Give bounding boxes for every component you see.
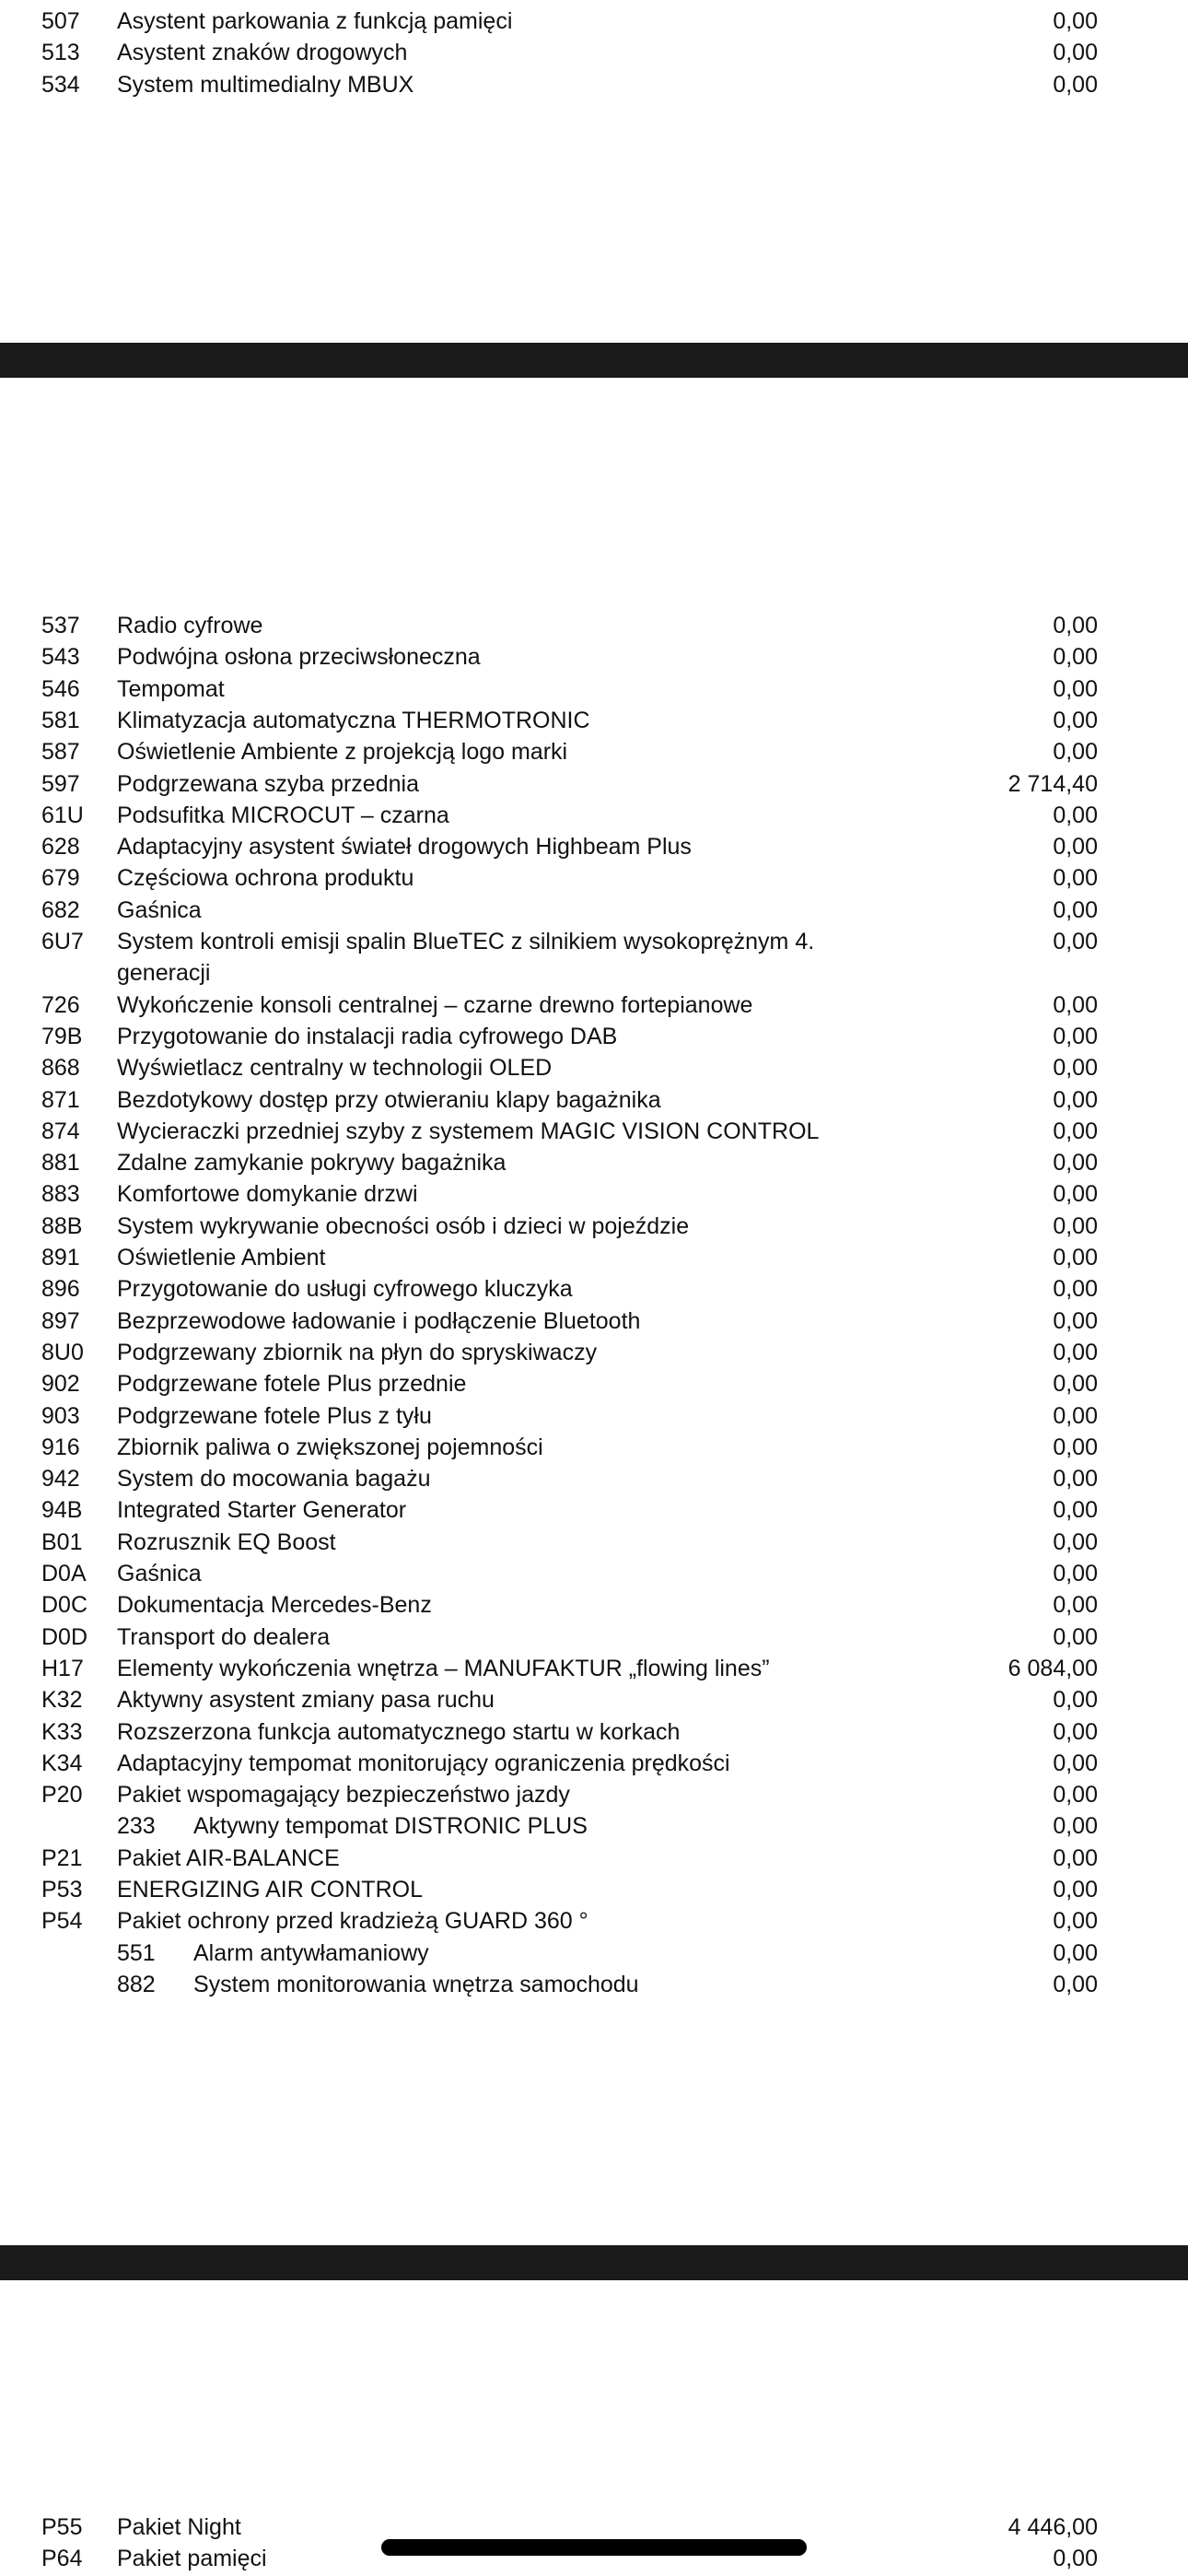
option-price: 0,00 <box>1053 929 1098 954</box>
option-row <box>0 1116 1188 1147</box>
option-row <box>0 1021 1188 1052</box>
option-code: D0C <box>41 1592 88 1619</box>
option-row <box>0 641 1188 673</box>
option-code: 8U0 <box>41 1339 84 1365</box>
option-price: 0,00 <box>1053 2546 1098 2572</box>
option-description: Pakiet pamięci <box>117 2546 267 2572</box>
option-description: ENERGIZING AIR CONTROL <box>117 1877 423 1903</box>
option-description: Elementy wykończenia wnętrza – MANUFAKTUR „flowing lines” <box>117 1655 770 1681</box>
option-description: Rozszerzona funkcja automatycznego startu w korkach <box>117 1718 681 1745</box>
option-description: Aktywny tempomat DISTRONIC PLUS <box>193 1813 588 1840</box>
option-description: Zdalne zamykanie pokrywy bagażnika <box>117 1150 507 1177</box>
option-code: P54 <box>41 1908 83 1935</box>
option-price: 4 446,00 <box>1007 2514 1098 2540</box>
option-code: 79B <box>41 1023 83 1049</box>
option-price: 0,00 <box>1053 71 1098 98</box>
option-code: K32 <box>41 1687 83 1714</box>
option-description: Tempomat <box>117 675 225 702</box>
option-row <box>0 1084 1188 1116</box>
option-price: 0,00 <box>1053 613 1098 638</box>
option-row <box>0 6 1188 37</box>
option-description: Klimatyzacja automatyczna THERMOTRONIC <box>117 707 590 733</box>
option-price: 0,00 <box>1053 1212 1098 1239</box>
option-price: 0,00 <box>1053 1245 1098 1270</box>
option-row <box>0 1463 1188 1494</box>
option-price: 0,00 <box>1053 1497 1098 1524</box>
option-row <box>0 1432 1188 1463</box>
option-row <box>0 1178 1188 1210</box>
option-row <box>0 1242 1188 1273</box>
option-price: 0,00 <box>1053 991 1098 1018</box>
option-row <box>0 69 1188 100</box>
page-divider-bar <box>0 343 1188 378</box>
option-row <box>0 1368 1188 1399</box>
option-price: 0,00 <box>1053 1150 1098 1177</box>
option-price: 0,00 <box>1053 865 1098 892</box>
option-code: B01 <box>41 1528 83 1555</box>
option-code: 916 <box>41 1434 80 1460</box>
option-code: P64 <box>41 2546 83 2572</box>
option-description: System wykrywanie obecności osób i dzieci w pojeździe <box>117 1212 690 1239</box>
option-sub-row <box>0 1810 1188 1842</box>
option-row <box>0 1874 1188 1905</box>
option-price: 6 084,00 <box>1007 1655 1098 1681</box>
option-price: 0,00 <box>1053 1118 1098 1144</box>
option-price: 0,00 <box>1053 644 1098 671</box>
option-price: 0,00 <box>1053 1528 1098 1555</box>
option-row <box>0 895 1188 926</box>
option-price: 0,00 <box>1053 8 1098 34</box>
option-price: 0,00 <box>1053 1782 1098 1809</box>
option-price: 0,00 <box>1053 1434 1098 1460</box>
option-description: Podgrzewana szyba przednia <box>117 770 419 797</box>
option-row <box>0 1558 1188 1589</box>
option-code: 507 <box>41 8 80 34</box>
option-sub-row <box>0 1938 1188 1969</box>
option-price: 0,00 <box>1053 739 1098 766</box>
option-row <box>0 736 1188 767</box>
option-row <box>0 1337 1188 1368</box>
option-price: 0,00 <box>1053 802 1098 828</box>
option-price: 0,00 <box>1053 1561 1098 1587</box>
option-row <box>0 673 1188 705</box>
option-code: D0D <box>41 1623 88 1650</box>
option-code: K33 <box>41 1718 83 1745</box>
option-code: 882 <box>117 1971 156 1997</box>
option-description: Przygotowanie do instalacji radia cyfrowego DAB <box>117 1023 618 1049</box>
option-price: 0,00 <box>1053 1339 1098 1365</box>
option-code: K34 <box>41 1750 83 1776</box>
option-code: 546 <box>41 675 80 702</box>
option-description: Częściowa ochrona produktu <box>117 865 414 892</box>
option-code: 94B <box>41 1497 83 1524</box>
option-row <box>0 1211 1188 1242</box>
option-code: P20 <box>41 1782 83 1809</box>
option-price: 0,00 <box>1053 1877 1098 1903</box>
option-price: 0,00 <box>1053 1307 1098 1334</box>
option-price: 0,00 <box>1053 1181 1098 1208</box>
option-description: Przygotowanie do usługi cyfrowego kluczyka <box>117 1276 573 1303</box>
option-row <box>0 800 1188 831</box>
option-description: Zbiornik paliwa o zwiększonej pojemności <box>117 1434 543 1460</box>
option-description: Podgrzewane fotele Plus przednie <box>117 1371 467 1398</box>
option-row <box>0 1653 1188 1684</box>
option-description: Adaptacyjny asystent świateł drogowych Highbeam Plus <box>117 834 692 861</box>
option-row <box>0 862 1188 894</box>
option-row <box>0 1622 1188 1653</box>
option-description: System kontroli emisji spalin BlueTEC z silnikiem wysokoprężnym 4. generacji <box>117 929 815 986</box>
option-row <box>0 1589 1188 1621</box>
option-price: 0,00 <box>1053 707 1098 733</box>
option-description: Asystent parkowania z funkcją pamięci <box>117 8 513 34</box>
option-code: 897 <box>41 1307 80 1334</box>
option-description: Pakiet ochrony przed kradzieżą GUARD 360 ° <box>117 1908 588 1935</box>
option-description: Wyświetlacz centralny w technologii OLED <box>117 1055 553 1082</box>
option-description: Podgrzewane fotele Plus z tyłu <box>117 1402 432 1429</box>
option-price: 0,00 <box>1053 1844 1098 1871</box>
option-sub-row <box>0 1969 1188 2000</box>
option-price: 0,00 <box>1053 896 1098 923</box>
option-row <box>0 768 1188 800</box>
option-code: H17 <box>41 1655 84 1681</box>
option-code: 543 <box>41 644 80 671</box>
option-description: Gaśnica <box>117 896 202 923</box>
option-row <box>0 1748 1188 1779</box>
option-row <box>0 1052 1188 1083</box>
option-description: Komfortowe domykanie drzwi <box>117 1181 418 1208</box>
option-code: 628 <box>41 834 80 861</box>
option-description: Oświetlenie Ambient <box>117 1245 326 1270</box>
option-description: Oświetlenie Ambiente z projekcją logo marki <box>117 739 568 766</box>
option-price: 0,00 <box>1053 1908 1098 1935</box>
option-code: 883 <box>41 1181 80 1208</box>
option-row <box>0 1147 1188 1178</box>
option-description: Rozrusznik EQ Boost <box>117 1528 336 1555</box>
option-row <box>0 1905 1188 1937</box>
option-description: Asystent znaków drogowych <box>117 40 408 66</box>
option-row <box>0 2512 1188 2543</box>
option-code: 581 <box>41 707 80 733</box>
option-code: P53 <box>41 1877 83 1903</box>
option-code: 903 <box>41 1402 80 1429</box>
option-code: 942 <box>41 1466 80 1493</box>
option-code: 6U7 <box>41 929 84 954</box>
option-code: 896 <box>41 1276 80 1303</box>
option-row <box>0 989 1188 1021</box>
option-price: 0,00 <box>1053 1086 1098 1113</box>
option-description: System do mocowania bagażu <box>117 1466 431 1493</box>
option-code: 902 <box>41 1371 80 1398</box>
option-code: P21 <box>41 1844 83 1871</box>
page-divider-bar <box>0 2245 1188 2280</box>
option-code: P55 <box>41 2514 83 2540</box>
option-row <box>0 37 1188 68</box>
option-description: Podgrzewany zbiornik na płyn do spryskiwaczy <box>117 1339 598 1365</box>
option-row <box>0 1843 1188 1874</box>
option-description: Gaśnica <box>117 1561 202 1587</box>
option-description: Pakiet AIR-BALANCE <box>117 1844 340 1871</box>
option-price: 0,00 <box>1053 834 1098 861</box>
option-code: 881 <box>41 1150 80 1177</box>
option-code: 534 <box>41 71 80 98</box>
option-description: Integrated Starter Generator <box>117 1497 407 1524</box>
option-price: 0,00 <box>1053 1402 1098 1429</box>
option-row <box>0 610 1188 641</box>
option-price: 2 714,40 <box>1007 770 1098 797</box>
option-code: 61U <box>41 802 84 828</box>
option-description: Dokumentacja Mercedes-Benz <box>117 1592 432 1619</box>
option-price: 0,00 <box>1053 675 1098 702</box>
option-description: Pakiet wspomagający bezpieczeństwo jazdy <box>117 1782 570 1809</box>
option-price: 0,00 <box>1053 40 1098 66</box>
option-description: Adaptacyjny tempomat monitorujący ograniczenia prędkości <box>117 1750 730 1776</box>
option-code: 513 <box>41 40 80 66</box>
option-row <box>0 1494 1188 1526</box>
option-code: 88B <box>41 1212 83 1239</box>
option-price: 0,00 <box>1053 1276 1098 1303</box>
option-row <box>0 1779 1188 1810</box>
option-price: 0,00 <box>1053 1623 1098 1650</box>
option-description: Radio cyfrowe <box>117 613 263 638</box>
option-code: 597 <box>41 770 80 797</box>
option-price: 0,00 <box>1053 1939 1098 1966</box>
option-row <box>0 926 1188 989</box>
option-code: 233 <box>117 1813 156 1840</box>
option-row <box>0 1527 1188 1558</box>
option-price: 0,00 <box>1053 1055 1098 1082</box>
option-description: Podsufitka MICROCUT – czarna <box>117 802 449 828</box>
option-code: 682 <box>41 896 80 923</box>
option-price: 0,00 <box>1053 1971 1098 1997</box>
option-description: Wycieraczki przedniej szyby z systemem MAGIC VISION CONTROL <box>117 1118 820 1144</box>
option-row <box>0 1400 1188 1432</box>
option-price: 0,00 <box>1053 1592 1098 1619</box>
option-price: 0,00 <box>1053 1371 1098 1398</box>
option-description: System multimedialny MBUX <box>117 71 414 98</box>
option-description: Bezprzewodowe ładowanie i podłączenie Bluetooth <box>117 1307 641 1334</box>
option-code: 551 <box>117 1939 156 1966</box>
option-price: 0,00 <box>1053 1718 1098 1745</box>
option-code: 587 <box>41 739 80 766</box>
option-price: 0,00 <box>1053 1687 1098 1714</box>
option-row <box>0 1716 1188 1748</box>
option-code: 871 <box>41 1086 80 1113</box>
option-row <box>0 1306 1188 1337</box>
option-description: Podwójna osłona przeciwsłoneczna <box>117 644 481 671</box>
option-description: Bezdotykowy dostęp przy otwieraniu klapy bagażnika <box>117 1086 661 1113</box>
option-description: Pakiet Night <box>117 2514 241 2540</box>
option-description: Alarm antywłamaniowy <box>193 1939 429 1966</box>
option-code: 537 <box>41 613 80 638</box>
option-code: D0A <box>41 1561 87 1587</box>
option-row <box>0 705 1188 736</box>
option-row <box>0 1273 1188 1305</box>
option-price: 0,00 <box>1053 1466 1098 1493</box>
option-price: 0,00 <box>1053 1813 1098 1840</box>
option-description: Transport do dealera <box>117 1623 331 1650</box>
option-code: 891 <box>41 1245 80 1270</box>
option-description: System monitorowania wnętrza samochodu <box>193 1971 639 1997</box>
option-code: 726 <box>41 991 80 1018</box>
option-description: Wykończenie konsoli centralnej – czarne drewno fortepianowe <box>117 991 753 1018</box>
option-description: Aktywny asystent zmiany pasa ruchu <box>117 1687 495 1714</box>
home-indicator[interactable] <box>381 2539 807 2556</box>
option-code: 874 <box>41 1118 80 1144</box>
option-code: 679 <box>41 865 80 892</box>
option-price: 0,00 <box>1053 1023 1098 1049</box>
option-code: 868 <box>41 1055 80 1082</box>
option-row <box>0 831 1188 862</box>
option-price: 0,00 <box>1053 1750 1098 1776</box>
option-row <box>0 1684 1188 1715</box>
